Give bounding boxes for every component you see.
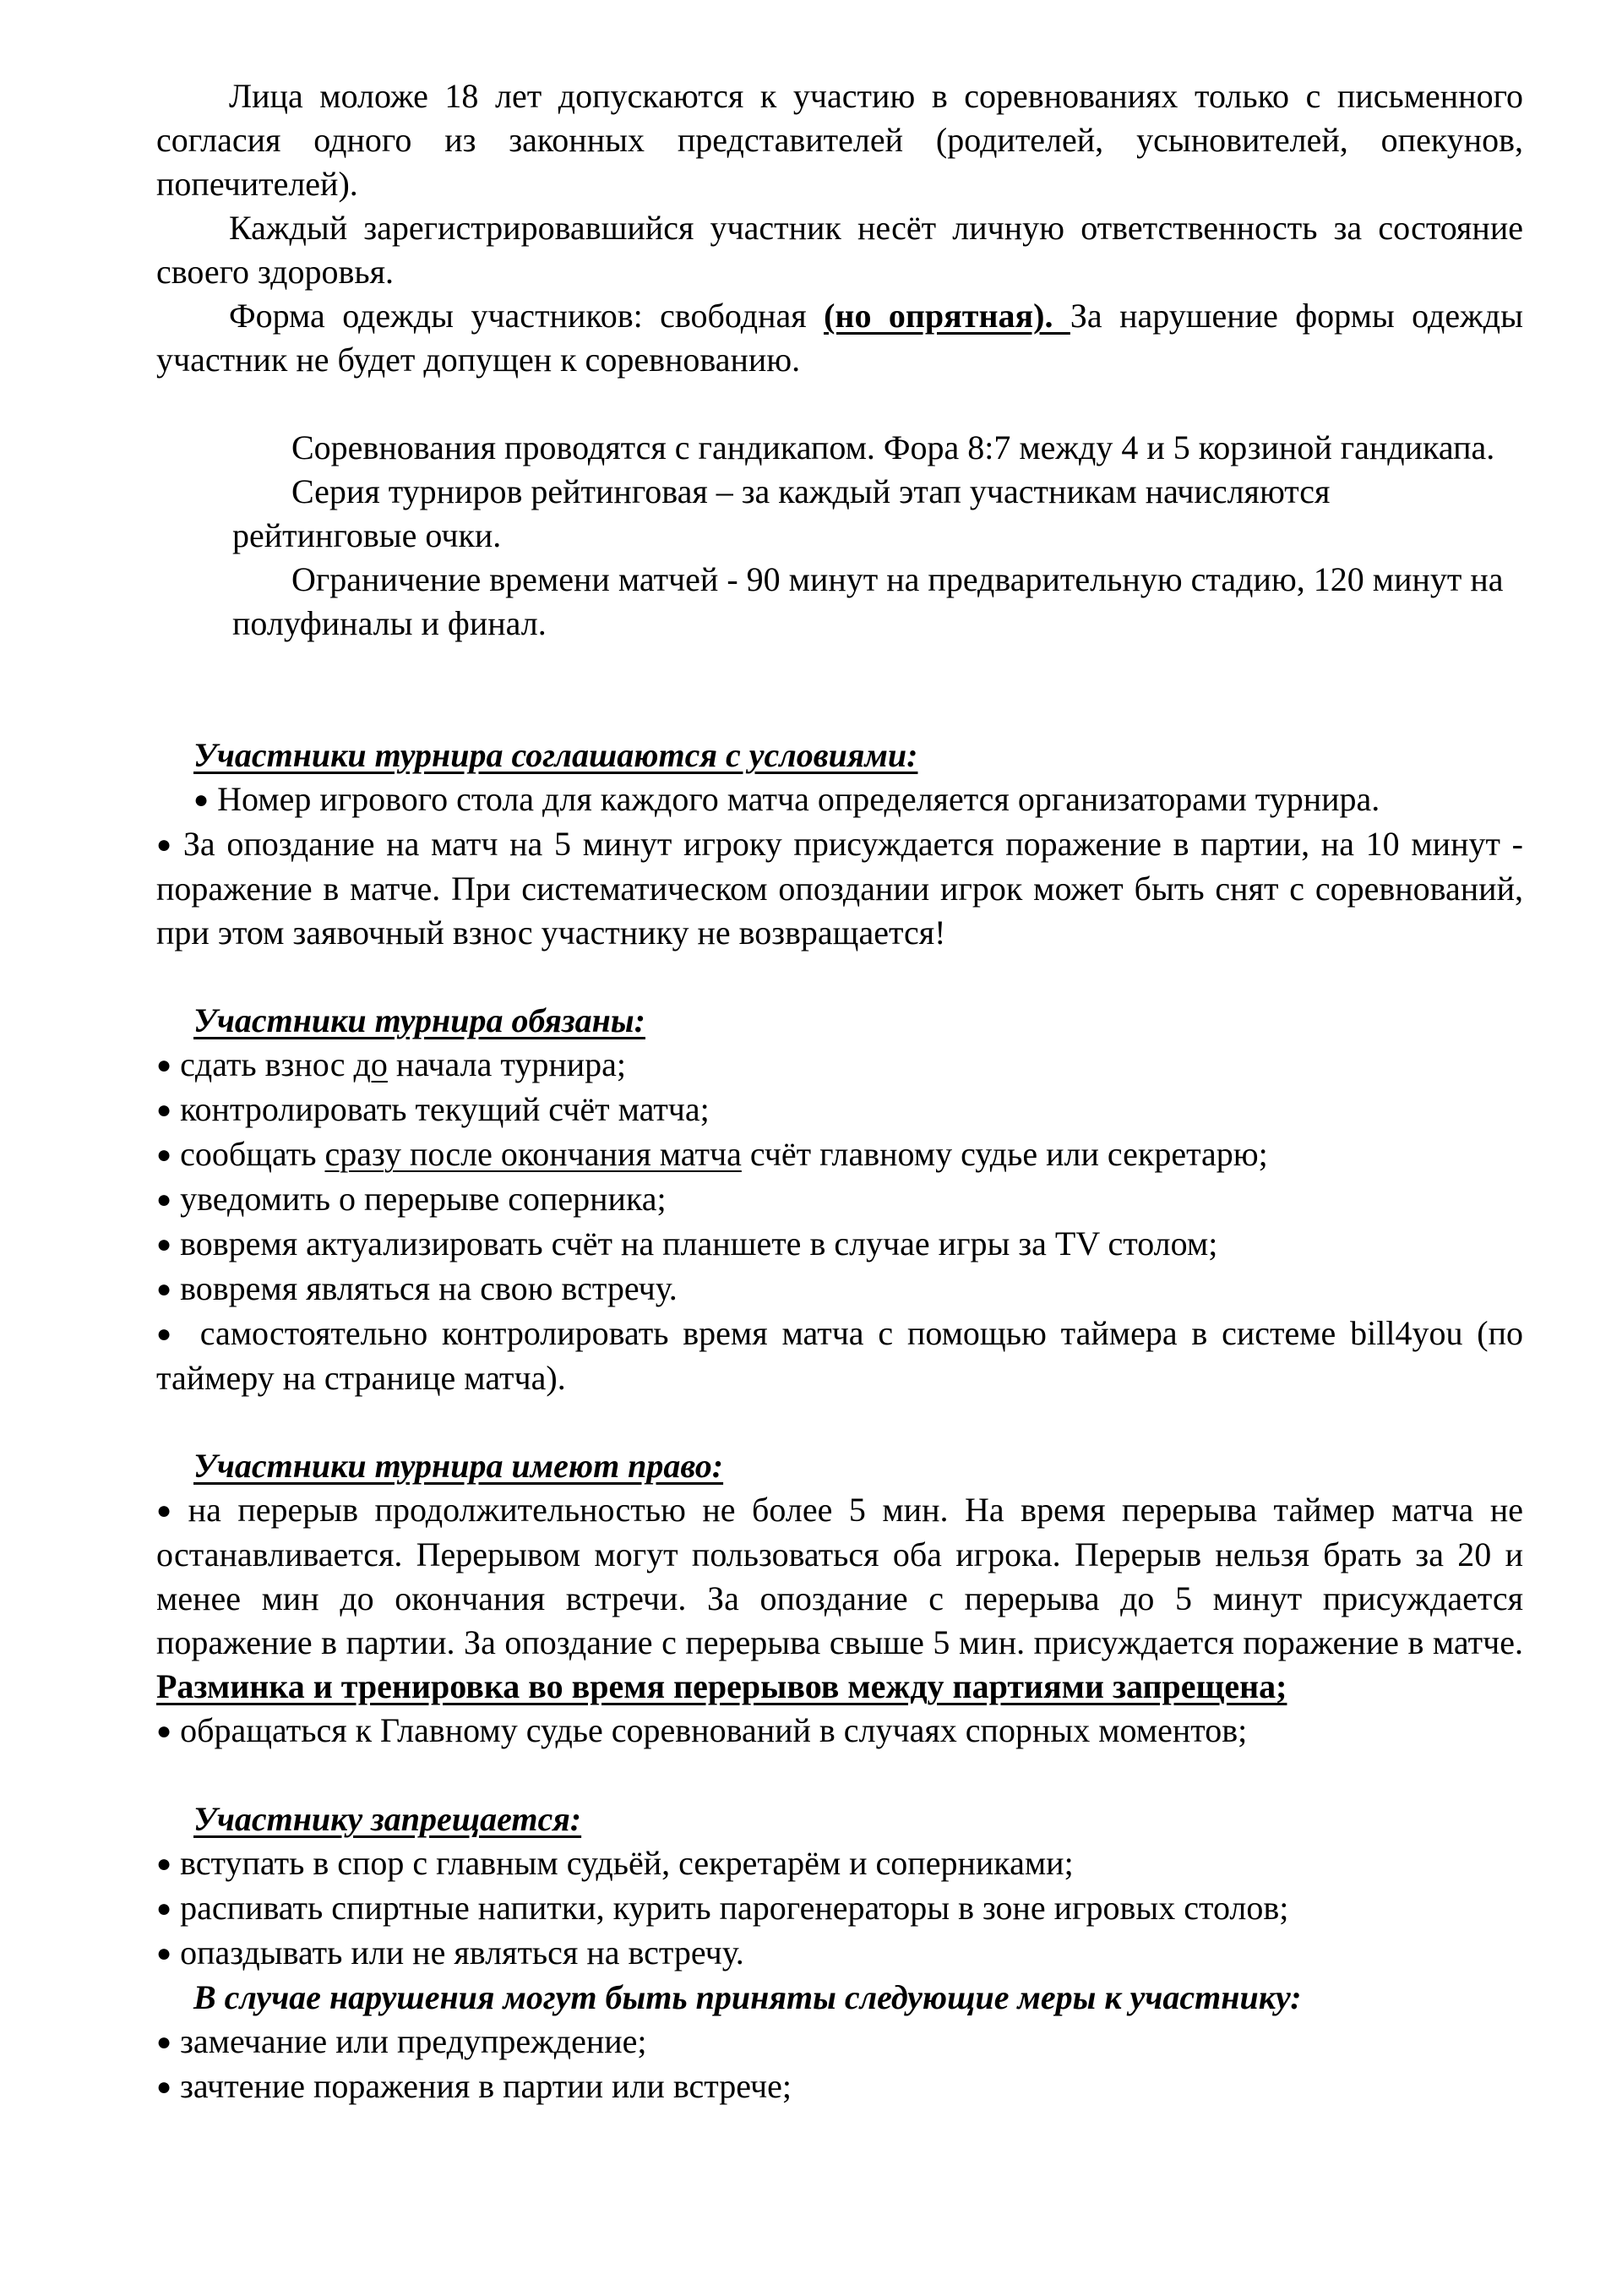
heading-rights: Участники турнира имеют право: — [193, 1447, 724, 1485]
rules-handicap: Соревнования проводятся с гандикапом. Фора 8:7 между 4 и 5 корзиной гандикапа. — [291, 428, 1495, 466]
heading-agree: Участники турнира соглашаются с условиями: — [193, 736, 918, 774]
list-item: ● обращаться к Главному судье соревнований в случаях спорных моментов; — [156, 1709, 1523, 1753]
rules-block — [232, 426, 1516, 646]
list-item: ● Номер игрового стола для каждого матча определяется организаторами турнира. — [156, 777, 1523, 822]
list-item: ● опаздывать или не являться на встречу. — [156, 1931, 1523, 1976]
list-item: ● уведомить о перерыве соперника; — [156, 1177, 1523, 1222]
warmup-prohibition: Разминка и тренировка во время перерывов между партиями запрещена; — [156, 1667, 1287, 1705]
rules-rating: Серия турниров рейтинговая – за каждый этап участникам начисляются рейтинговые очки. — [232, 472, 1331, 554]
heading-forbidden: Участнику запрещается: — [193, 1800, 582, 1838]
list-item: ● вовремя являться на свою встречу. — [156, 1267, 1523, 1312]
list-item: ● За опоздание на матч на 5 минут игроку присуждается поражение в партии, на 10 минут - поражение в матче. При систематическом опоздании игрок может быть снят с соревнований, при этом заявочный взнос участнику не возвращается! — [156, 822, 1523, 955]
intro-paragraph-age: Лица моложе 18 лет допускаются к участию в соревнованиях только с письменного согласия одного из законных представителей (родителей, усыновителей, опекунов, попечителей). — [156, 77, 1523, 203]
list-item: ● вступать в спор с главным судьёй, секретарём и соперниками; — [156, 1841, 1523, 1886]
list-item: ● распивать спиртные напитки, курить парогенераторы в зоне игровых столов; — [156, 1886, 1523, 1931]
intro-paragraph-dress: Форма одежды участников: свободная (но опрятная). За нарушение формы одежды участник не будет допущен к соревнованию. — [156, 297, 1523, 379]
document-page — [156, 74, 1523, 2109]
list-item: ● сдать взнос до начала турнира; — [156, 1043, 1523, 1088]
list-item: ● контролировать текущий счёт матча; — [156, 1088, 1523, 1132]
rules-time-limit: Ограничение времени матчей - 90 минут на предварительную стадию, 120 минут на полуфиналы и финал. — [232, 560, 1504, 642]
intro-paragraph-health: Каждый зарегистрировавшийся участник несёт личную ответственность за состояние своего здоровья. — [156, 209, 1523, 291]
list-item: ● на перерыв продолжительностью не более 5 мин. На время перерыва таймер матча не останавливается. Перерывом могут пользоваться оба игрока. Перерыв нельзя брать за 20 и менее мин до окончания встречи. За опоздание с перерыва до 5 минут присуждается поражение в партии. За опоздание с перерыва свыше 5 мин. присуждается поражение в матче. Разминка и тренировка во время перерывов между партиями запрещена; — [156, 1488, 1523, 1709]
list-item: ● самостоятельно контролировать время матча с помощью таймера в системе bill4you (по таймеру на странице матча). — [156, 1312, 1523, 1400]
list-item: ● зачтение поражения в партии или встрече; — [156, 2064, 1523, 2109]
list-item: ● вовремя актуализировать счёт на планшете в случае игры за TV столом; — [156, 1222, 1523, 1267]
list-item: ● замечание или предупреждение; — [156, 2020, 1523, 2064]
dress-emphasis: (но опрятная). — [824, 297, 1070, 335]
list-item: ● сообщать сразу после окончания матча счёт главному судье или секретарю; — [156, 1132, 1523, 1177]
heading-obliged: Участники турнира обязаны: — [193, 1001, 645, 1039]
heading-penalties: В случае нарушения могут быть приняты следующие меры к участнику: — [193, 1978, 1302, 2016]
